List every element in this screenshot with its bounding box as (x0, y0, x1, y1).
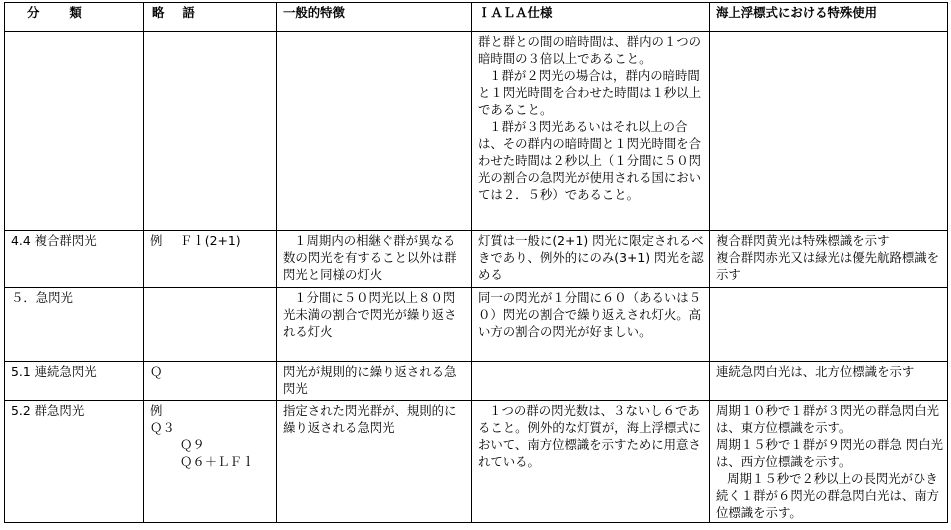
cell-abbreviation (144, 288, 277, 362)
cell-general: 指定された閃光群が、規則的に繰り返される急閃光 (277, 401, 472, 523)
cell-iala: 灯質は一般に(2+1) 閃光に限定されるべきであり、例外的にのみ(3+1) 閃光を認める (472, 231, 710, 288)
abbreviation-value: Ｆｌ(2+1) (180, 233, 241, 248)
iala-paragraph: １群が２閃光の場合は，群内の暗時間と１閃光時間を合わせた時間は１秒以上であること。 (478, 68, 702, 117)
cell-category: 5.1 連続急閃光 (5, 362, 144, 401)
cell-special (710, 401, 948, 523)
iala-paragraph: １群が３閃光あるいはそれ以上の合は、その群内の暗時間と１閃光時間を合わせた時間は２秒以上（１分間に５０閃光の割合の急閃光が使用される国においては２．５秒）であること。 (478, 119, 702, 202)
cell-general: １分間に５０閃光以上８０閃光未満の割合で閃光が繰り返される灯火 (277, 288, 472, 362)
cell-category (5, 32, 144, 231)
abbreviation-value: Ｑ６＋ＬＦｌ (180, 454, 255, 469)
iala-paragraph: 群と群との間の暗時間は、群内の１つの暗時間の３倍以上であること。 (478, 34, 702, 66)
cell-category: ５．急閃光 (5, 288, 144, 362)
cell-category: 5.2 群急閃光 (5, 401, 144, 523)
table-row (5, 32, 948, 231)
cell-special (710, 32, 948, 231)
light-characteristics-table (4, 2, 948, 523)
cell-abbreviation: Ｑ (144, 362, 277, 401)
header-abbreviation: 略 語 (144, 3, 277, 32)
cell-general: 閃光が規則的に繰り返される急閃光 (277, 362, 472, 401)
header-general-features: 一般的特徴 (277, 3, 472, 32)
header-iala-spec: ＩＡＬＡ仕様 (472, 3, 710, 32)
cell-general: １周期内の相継ぐ群が異なる数の閃光を有すること以外は群閃光と同様の灯火 (277, 231, 472, 288)
cell-abbreviation (144, 401, 277, 523)
header-category: 分 類 (5, 3, 144, 32)
cell-iala: 同一の閃光が１分間に６０（あるいは５０）閃光の割合で繰り返えされ灯火。高い方の割合の閃光が好ましい。 (472, 288, 710, 362)
special-line: 周期１０秒で１群が３閃光の群急閃白光は、東方位標識を示す。 (716, 403, 940, 435)
cell-iala (472, 362, 710, 401)
cell-special: 連続急閃白光は、北方位標識を示す (710, 362, 948, 401)
cell-abbreviation (144, 32, 277, 231)
cell-category: 4.4 複合群閃光 (5, 231, 144, 288)
table-row (5, 288, 948, 362)
table-row (5, 362, 948, 401)
cell-iala (472, 32, 710, 231)
abbreviation-value: Ｑ９ (180, 437, 205, 452)
special-line: 複合群閃赤光又は緑光は優先航路標識を示す (716, 250, 940, 282)
header-special-use: 海上浮標式における特殊使用 (710, 3, 948, 32)
special-line: 周期１５秒で１群が９閃光の群急 閃白光は、西方位標識を示す。 (716, 437, 943, 469)
abbreviation-value: Ｑ３ (150, 420, 175, 435)
special-line: 複合群閃黄光は特殊標識を示す (716, 233, 890, 248)
special-line: 周期１５秒で２秒以上の長閃光がひき続く１群が６閃光の群急閃白光は、南方位標識を示す。 (716, 471, 940, 520)
header-row (5, 3, 948, 32)
example-label: 例 (150, 233, 163, 248)
cell-general (277, 32, 472, 231)
example-label: 例 (150, 403, 163, 418)
cell-special (710, 288, 948, 362)
cell-abbreviation (144, 231, 277, 288)
table-row (5, 231, 948, 288)
table-row (5, 401, 948, 523)
cell-iala: １つの群の閃光数は、３ないし６であること。例外的な灯質が，海上浮標式において、南方位標識を示すために用意されている。 (472, 401, 710, 523)
cell-special (710, 231, 948, 288)
